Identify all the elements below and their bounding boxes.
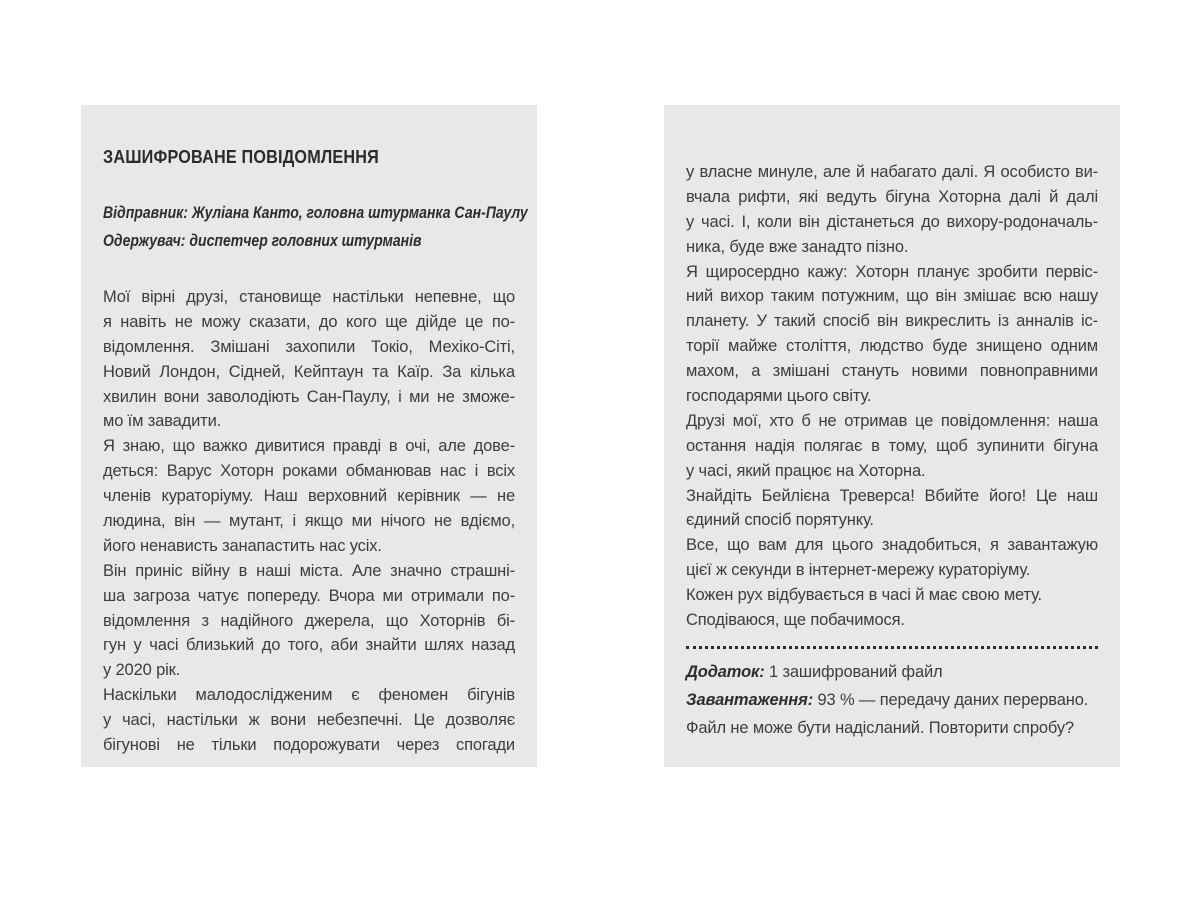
right-page <box>664 105 1120 767</box>
body-text-line: махом, а змішані стануть новими повноправними <box>686 362 1098 381</box>
body-text-line: у 2020 рік. <box>103 661 181 680</box>
body-text-line: єдиний спосіб порятунку. <box>686 511 874 530</box>
body-text-line: у часі, настільки ж вони небезпечні. Це дозволяє <box>103 711 515 730</box>
body-text-line: у власне минуле, але й набагато далі. Я особисто ви- <box>686 163 1098 181</box>
body-text-line: відомлення. Змішані захопили Токіо, Мехіко-Сіті, <box>103 337 515 356</box>
attachment-block <box>686 658 1098 742</box>
body-text-line: Він приніс війну в наші міста. Але значно страшні- <box>103 561 515 580</box>
body-text-line: Кожен рух відбувається в часі й має свою мету. <box>686 586 1042 605</box>
body-text-line: Знайдіть Бейлієна Треверса! Вбийте його! Це наш <box>686 486 1098 505</box>
attachment-line <box>686 714 1098 742</box>
body-text-line: Мої вірні друзі, становище настільки непевне, що <box>103 288 515 306</box>
body-text-line: ша загроза чатує попереду. Вчора ми отримали по- <box>103 586 515 605</box>
meta-line: Відправник: Жуліана Канто, головна штурманка Сан-Паулу <box>103 204 528 222</box>
body-text-line: його ненависть занапастить нас усіх. <box>103 536 382 555</box>
body-text-line: ника, буде вже занадто пізно. <box>686 237 909 256</box>
body-text-line: Я щиросердно кажу: Хоторн планує зробити первіс- <box>686 262 1098 281</box>
body-text-line: вчала рифти, які ведуть бігуна Хоторна далі й далі <box>686 187 1098 206</box>
attachment-line <box>686 686 1098 714</box>
body-text-line: у часі. І, коли він дістанеться до вихору-родоначаль- <box>686 212 1098 231</box>
attachment-label: Додаток: <box>686 662 765 681</box>
body-text-line: Все, що вам для цього знадобиться, я завантажую <box>686 536 1098 555</box>
right-page-body <box>686 160 1098 633</box>
body-text-line: людина, він — мутант, і якщо ми нічого не вдіємо, <box>103 512 515 531</box>
body-text-line: Наскільки малодослідженим є феномен бігунів <box>103 686 515 705</box>
page-title: ЗАШИФРОВАНЕ ПОВІДОМЛЕННЯ <box>103 147 380 167</box>
left-page <box>81 105 537 767</box>
meta-line: Одержувач: диспетчер головних штурманів <box>103 232 422 250</box>
body-text-line: остання надія полягає в тому, щоб зупинити бігуна <box>686 436 1098 455</box>
left-page-body <box>103 285 515 758</box>
body-text-line: бігунові не тільки подорожувати через спогади <box>103 736 515 755</box>
body-text-line: цієї ж секунди в інтернет-мережу кураторіуму. <box>686 561 1031 580</box>
body-text-line: Друзі мої, хто б не отримав це повідомлення: наша <box>686 411 1098 430</box>
body-text-line: планету. У такий спосіб він викреслить із анналів іс- <box>686 312 1098 331</box>
attachment-text: Файл не може бути надісланий. Повторити спробу? <box>686 718 1074 737</box>
body-text-line: господарями цього світу. <box>686 387 872 406</box>
attachment-line <box>686 658 1098 686</box>
attachment-text: 1 зашифрований файл <box>764 662 943 681</box>
body-text-line: торії майже століття, людство буде знищено одним <box>686 337 1098 356</box>
body-text-line: членів кураторіуму. Наш верховний керівник — не <box>103 487 515 506</box>
body-text-line: мо їм завадити. <box>103 412 222 431</box>
body-text-line: у часі, який працює на Хоторна. <box>686 461 926 480</box>
attachment-text: 93 % — передачу даних перервано. <box>813 690 1089 709</box>
body-text-line: хвилин вони заволодіють Сан-Паулу, і ми не зможе- <box>103 387 515 406</box>
body-text-line: Я знаю, що важко дивитися правді в очі, але дове- <box>103 437 515 456</box>
message-meta <box>103 199 528 255</box>
attachment-label: Завантаження: <box>686 690 814 709</box>
body-text-line: Новий Лондон, Сідней, Кейптаун та Каїр. За кілька <box>103 362 515 381</box>
body-text-line: я навіть не можу сказати, до кого ще дійде це по- <box>103 312 515 331</box>
body-text-line: деться: Варус Хоторн роками обманював нас і всіх <box>103 462 515 481</box>
body-text-line: відомлення з надійного джерела, що Хоторнів бі- <box>103 611 515 630</box>
body-text-line: ний вихор таким потужним, що він змішає всю нашу <box>686 287 1098 306</box>
dotted-separator <box>686 646 1098 649</box>
body-text-line: гун у часі близький до того, аби знайти шлях назад <box>103 636 515 655</box>
body-text-line: Сподіваюся, ще побачимося. <box>686 611 905 630</box>
